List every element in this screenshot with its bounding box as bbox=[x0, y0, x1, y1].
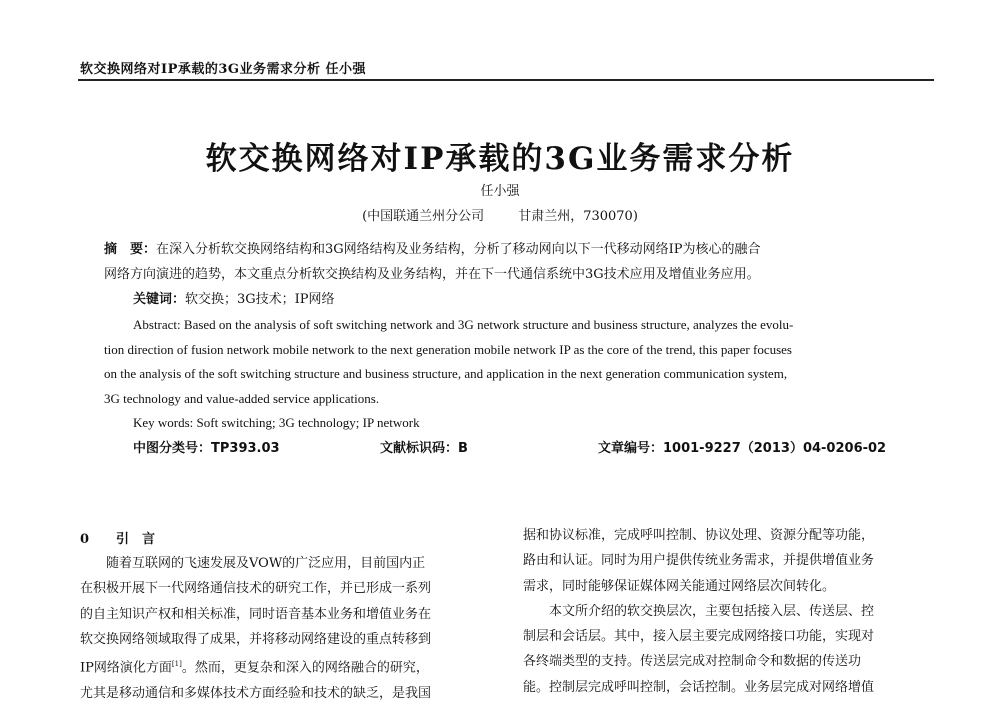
body-line: 在积极开展下一代网络通信技术的研究工作，并已形成一系列 bbox=[80, 581, 432, 597]
abstract-en-line: on the analysis of the soft switching structure and business structure, and application in the next generation communication system, bbox=[104, 366, 788, 381]
body-line: 随着互联网的飞速发展及VOW的广泛应用，目前国内正 bbox=[80, 556, 426, 571]
body-line: 本文所介绍的软交换层次，主要包括接入层、传送层、控 bbox=[523, 603, 875, 619]
keywords-cn bbox=[133, 288, 335, 313]
body-line: 能。控制层完成呼叫控制，会话控制。业务层完成对网络增值 bbox=[523, 679, 875, 695]
abstract-cn-line: 摘 要：在深入分析软交换网络结构和3G网络结构及业务结构，分析了移动网向以下一代移动网络IP为核心的融合 bbox=[104, 242, 761, 257]
affiliation-location: 甘肃兰州，730070) bbox=[518, 209, 638, 224]
citation-ref: [1] bbox=[171, 660, 182, 669]
abstract-cn bbox=[104, 238, 761, 287]
author-name: 任小强 bbox=[480, 184, 520, 199]
abstract-en-line: tion direction of fusion network mobile network to the next generation mobile network IP as the core of the trend, this paper focuses bbox=[104, 341, 792, 357]
running-header: 软交换网络对IP承载的3G业务需求分析 任小强 bbox=[80, 62, 367, 77]
abstract-en-line: Abstract: Based on the analysis of soft switching network and 3G network structure and business structure, analyzes the evolu- bbox=[133, 317, 794, 332]
clc-number: 中图分类号：TP393.03 bbox=[133, 441, 280, 456]
document-code: 文献标识码：B bbox=[380, 441, 468, 456]
section-title: 引 言 bbox=[116, 532, 156, 547]
abstract-cn-line: 网络方向演进的趋势，本文重点分析软交换结构及业务结构，并在下一代通信系统中3G技术应用及增值业务应用。 bbox=[104, 266, 760, 282]
abstract-en bbox=[104, 313, 793, 411]
header-rule bbox=[78, 79, 934, 81]
author-affiliation bbox=[0, 205, 1000, 224]
body-line: 的自主知识产权和相关标准，同时语音基本业务和增值业务在 bbox=[80, 606, 432, 622]
body-line: IP网络演化方面[1]。然而，更复杂和深入的网络融合的研究， bbox=[80, 660, 429, 676]
keywords-en: Key words: Soft switching; 3G technology; IP network bbox=[133, 415, 420, 430]
body-line: 各终端类型的支持。传送层完成对控制命令和数据的传送功 bbox=[523, 654, 862, 670]
abstract-en-line: 3G technology and value-added service applications. bbox=[104, 390, 380, 406]
keywords-cn-text: 软交换；3G技术；IP网络 bbox=[185, 292, 335, 307]
body-line: 软交换网络领域取得了成果，并将移动网络建设的重点转移到 bbox=[80, 631, 432, 647]
keywords-cn-label: 关键词： bbox=[133, 292, 186, 307]
abstract-cn-label: 摘 要： bbox=[104, 242, 157, 257]
paper-title: 软交换网络对IP承载的3G业务需求分析 bbox=[205, 141, 795, 177]
affiliation-org: (中国联通兰州分公司 bbox=[362, 209, 485, 224]
body-line: 制层和会话层。其中，接入层主要完成网络接口功能，实现对 bbox=[523, 629, 875, 645]
section-number: 0 bbox=[80, 532, 90, 547]
section-heading bbox=[80, 528, 155, 547]
body-line: 尤其是移动通信和多媒体技术方面经验和技术的缺乏，是我国 bbox=[80, 685, 432, 701]
body-line: 路由和认证。同时为用户提供传统业务需求，并提供增值业务 bbox=[523, 553, 875, 569]
article-number: 文章编号：1001-9227（2013）04-0206-02 bbox=[598, 441, 887, 456]
body-column-left bbox=[80, 551, 431, 706]
body-line: 需求，同时能够保证媒体网关能通过网络层次间转化。 bbox=[523, 578, 836, 594]
body-line: 据和协议标准，完成呼叫控制、协议处理、资源分配等功能， bbox=[523, 528, 875, 543]
body-column-right bbox=[523, 523, 874, 700]
